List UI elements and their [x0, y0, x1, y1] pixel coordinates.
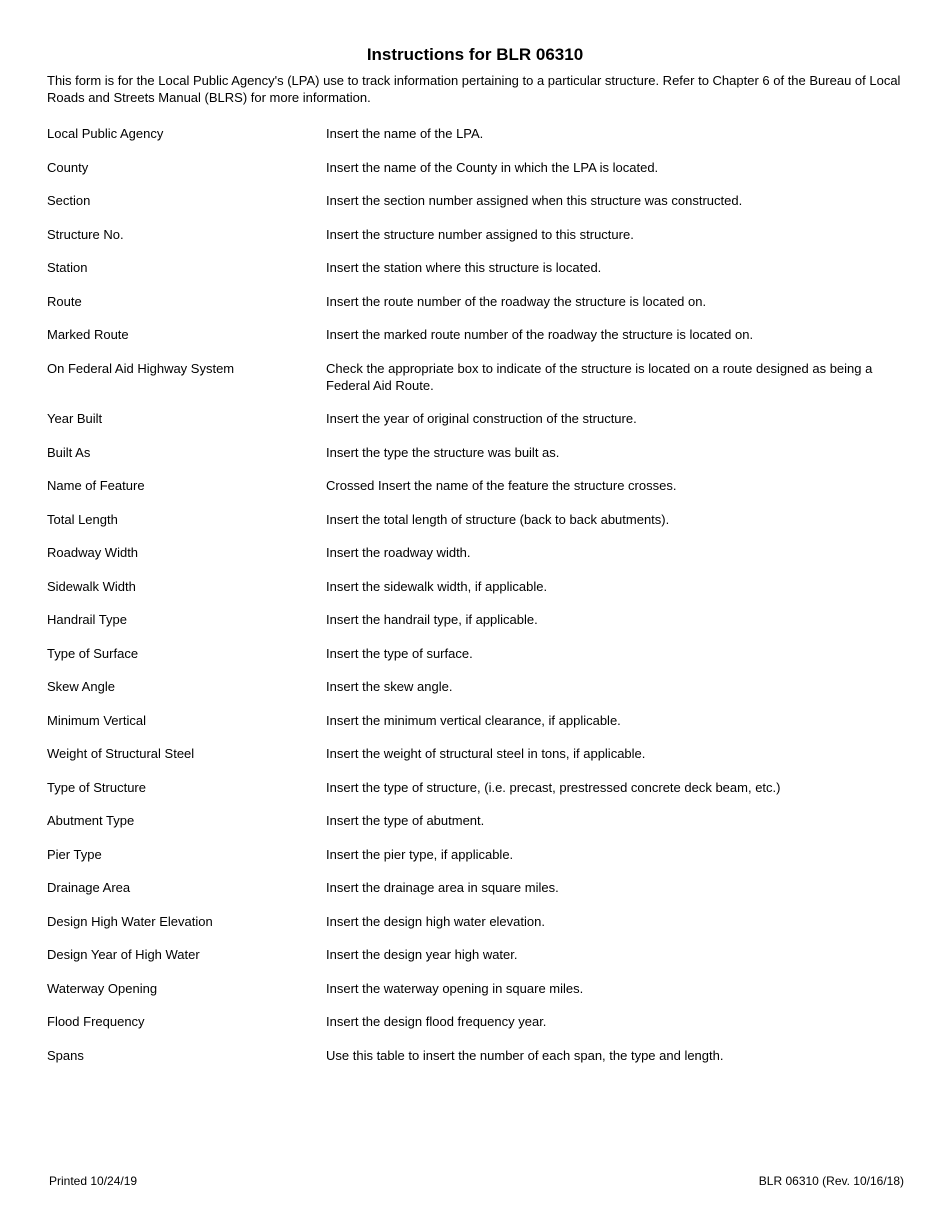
field-instruction: Check the appropriate box to indicate of the structure is located on a route designed as being a Federal Aid Route.	[326, 360, 873, 393]
instruction-row	[47, 293, 907, 327]
instruction-row	[47, 511, 907, 545]
field-instruction: Insert the design flood frequency year.	[326, 1014, 547, 1029]
field-name: Type of Structure	[47, 779, 146, 795]
instruction-row	[47, 226, 907, 260]
instruction-row	[47, 259, 907, 293]
instruction-row	[47, 712, 907, 746]
instruction-row	[47, 846, 907, 880]
instructions-list	[47, 125, 907, 1080]
field-name: Roadway Width	[47, 545, 139, 560]
field-instruction: Insert the year of original construction of the structure.	[326, 411, 637, 426]
instruction-row	[47, 678, 907, 712]
instruction-row	[47, 1013, 907, 1047]
field-name: Flood Frequency	[47, 1014, 145, 1029]
field-instruction: Insert the waterway opening in square miles.	[326, 980, 584, 996]
field-instruction: Insert the structure number assigned to this structure.	[326, 226, 634, 242]
field-instruction: Use this table to insert the number of each span, the type and length.	[326, 1047, 724, 1063]
field-name: Waterway Opening	[47, 980, 158, 996]
field-name: Section	[47, 193, 91, 208]
field-instruction: Insert the section number assigned when this structure was constructed.	[326, 193, 743, 208]
field-instruction: Insert the type the structure was built as.	[326, 444, 560, 460]
field-name: County	[47, 159, 89, 175]
field-instruction: Insert the total length of structure (back to back abutments).	[326, 511, 670, 527]
field-name: Design High Water Elevation	[47, 913, 213, 929]
instruction-row	[47, 444, 907, 478]
instruction-row	[47, 544, 907, 578]
instruction-row	[47, 477, 907, 511]
field-instruction: Crossed Insert the name of the feature the structure crosses.	[326, 478, 677, 493]
field-name: Route	[47, 293, 82, 309]
field-name: Abutment Type	[47, 813, 135, 828]
field-name: Type of Surface	[47, 645, 139, 661]
field-instruction: Insert the name of the LPA.	[326, 126, 484, 141]
instruction-row	[47, 913, 907, 947]
field-name: Name of Feature	[47, 478, 145, 493]
field-name: Spans	[47, 1047, 84, 1063]
field-name: Structure No.	[47, 226, 124, 242]
field-instruction: Insert the route number of the roadway the structure is located on.	[326, 293, 707, 309]
field-name: Local Public Agency	[47, 126, 164, 141]
instruction-row	[47, 812, 907, 846]
field-instruction: Insert the minimum vertical clearance, if applicable.	[326, 712, 621, 728]
field-name: Drainage Area	[47, 880, 131, 895]
instruction-row	[47, 980, 907, 1014]
field-instruction: Insert the roadway width.	[326, 545, 471, 560]
instruction-row	[47, 410, 907, 444]
instruction-row	[47, 192, 907, 226]
field-instruction: Insert the type of abutment.	[326, 813, 485, 828]
field-name: Weight of Structural Steel	[47, 746, 195, 761]
field-name: Built As	[47, 444, 91, 460]
instruction-row	[47, 326, 907, 360]
field-instruction: Insert the type of surface.	[326, 645, 473, 661]
field-name: Marked Route	[47, 327, 129, 342]
instruction-row	[47, 159, 907, 193]
instruction-row	[47, 1047, 907, 1081]
intro-paragraph: This form is for the Local Public Agency's (LPA) use to track information pertaining to a particular structure. Refer to Chapter 6 of the Bureau of Local Roads and Streets Manual (BLRS) for more information.	[47, 73, 901, 105]
instruction-row	[47, 125, 907, 159]
field-name: Pier Type	[47, 846, 102, 862]
instruction-row	[47, 360, 907, 411]
field-instruction: Insert the name of the County in which the LPA is located.	[326, 159, 659, 175]
field-instruction: Insert the sidewalk width, if applicable.	[326, 578, 548, 594]
field-instruction: Insert the design high water elevation.	[326, 913, 545, 929]
instruction-row	[47, 946, 907, 980]
field-name: Year Built	[47, 411, 103, 426]
field-instruction: Insert the drainage area in square miles.	[326, 880, 559, 895]
instruction-row	[47, 578, 907, 612]
field-instruction: Insert the skew angle.	[326, 679, 453, 694]
field-instruction: Insert the design year high water.	[326, 947, 518, 962]
field-name: Handrail Type	[47, 612, 127, 627]
field-instruction: Insert the marked route number of the roadway the structure is located on.	[326, 327, 754, 342]
field-name: Station	[47, 260, 88, 275]
page-title: Instructions for BLR 06310	[366, 45, 584, 64]
field-name: On Federal Aid Highway System	[47, 360, 235, 376]
printed-date: Printed 10/24/19	[49, 1174, 138, 1188]
instruction-row	[47, 745, 907, 779]
field-instruction: Insert the handrail type, if applicable.	[326, 612, 538, 627]
field-instruction: Insert the type of structure, (i.e. precast, prestressed concrete deck beam, etc.)	[326, 779, 781, 795]
field-instruction: Insert the station where this structure is located.	[326, 260, 602, 275]
field-name: Sidewalk Width	[47, 578, 136, 594]
form-revision: BLR 06310 (Rev. 10/16/18)	[758, 1174, 904, 1188]
instruction-row	[47, 779, 907, 813]
instruction-row	[47, 645, 907, 679]
field-instruction: Insert the weight of structural steel in tons, if applicable.	[326, 746, 646, 761]
field-name: Minimum Vertical	[47, 712, 146, 728]
field-instruction: Insert the pier type, if applicable.	[326, 846, 514, 862]
field-name: Total Length	[47, 511, 118, 527]
instruction-row	[47, 879, 907, 913]
field-name: Skew Angle	[47, 679, 115, 694]
field-name: Design Year of High Water	[47, 947, 200, 962]
instruction-row	[47, 611, 907, 645]
